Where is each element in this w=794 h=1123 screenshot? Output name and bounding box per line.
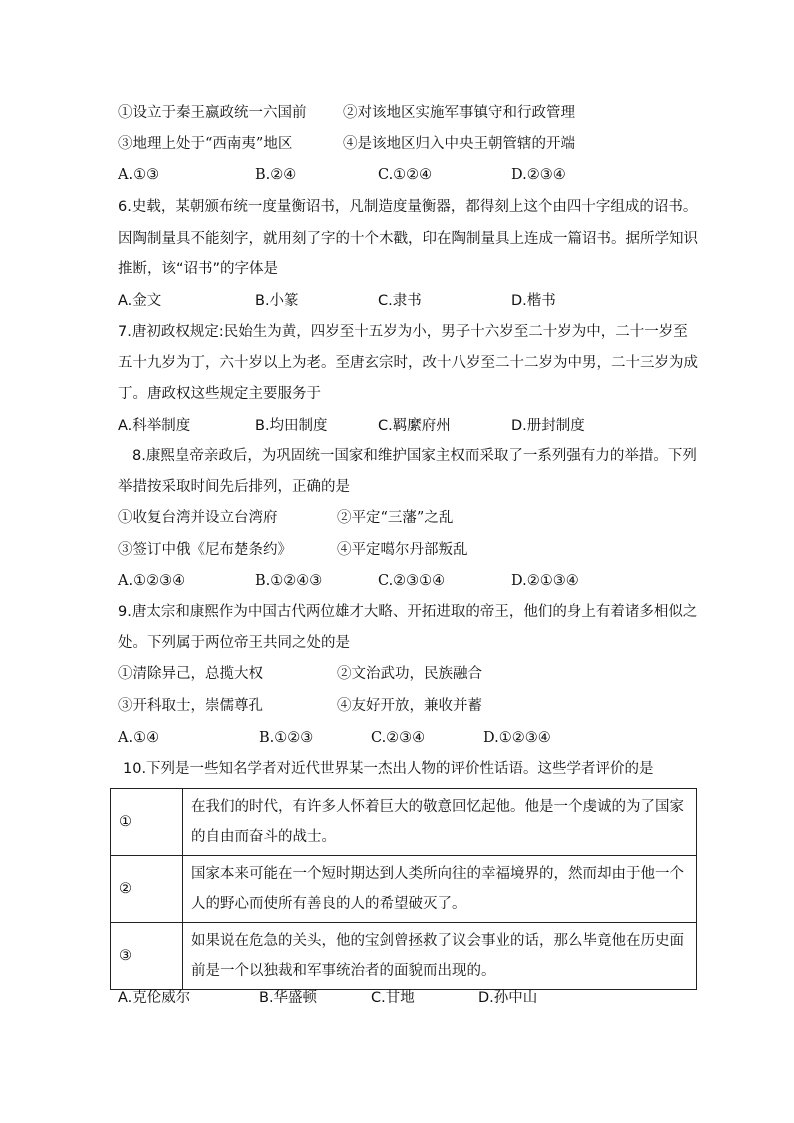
q8-statement-3: ③签订中俄《尼布楚条约》 (118, 542, 292, 558)
q6-stem-line-3: 推断，该“诏书”的字体是 (118, 261, 279, 277)
q9-statement-4: ④友好开放，兼收并蓄 (337, 698, 482, 714)
q8-option-a: A.①②③④ (118, 573, 186, 589)
q10-option-a: A.克伦威尔 (118, 990, 191, 1006)
q7-option-a: A.科举制度 (118, 418, 191, 434)
q10-option-d: D.孙中山 (478, 990, 538, 1006)
q8-stem-line-2: 举措按采取时间先后排列，正确的是 (118, 479, 350, 495)
table-row (111, 789, 697, 856)
q9-option-d: D.①②③④ (483, 730, 551, 746)
q5-statement-2: ②对该地区实施军事镇守和行政管理 (343, 105, 575, 121)
q9-option-a: A.①④ (118, 730, 160, 746)
q7-option-c: C.羁縻府州 (378, 418, 451, 434)
q6-option-a: A.金文 (118, 293, 162, 309)
q6-option-b: B.小篆 (255, 293, 299, 309)
q8-statement-1: ①收复台湾并设立台湾府 (118, 510, 278, 526)
q6-stem-line-2: 因陶制量具不能刻字，就用刻了字的十个木戳，印在陶制量具上连成一篇诏书。据所学知识 (118, 231, 698, 247)
q5-statement-1: ①设立于秦王嬴政统一六国前 (118, 105, 307, 121)
q7-stem-line-1: 7.唐初政权规定:民始生为黄，四岁至十五岁为小，男子十六岁至二十岁为中，二十一岁至 (118, 324, 688, 340)
q6-option-d: D.楷书 (511, 293, 556, 309)
q9-statement-3: ③开科取士，崇儒尊孔 (118, 698, 263, 714)
q9-option-c: C.②③④ (371, 730, 426, 746)
quote-text: 在我们的时代，有许多人怀着巨大的敬意回忆起他。他是一个虔诚的为了国家的自由而奋斗的战士。 (183, 789, 697, 856)
quote-number: ③ (111, 923, 183, 990)
q9-statement-2: ②文治武功，民族融合 (337, 666, 482, 682)
q8-option-c: C.②③①④ (378, 573, 446, 589)
quote-text: 国家本来可能在一个短时期达到人类所向往的幸福境界的，然而却由于他一个人的野心而使所有善良的人的希望破灭了。 (183, 856, 697, 923)
quote-number: ① (111, 789, 183, 856)
q8-statement-4: ④平定噶尔丹部叛乱 (337, 542, 468, 558)
q9-stem-line-1: 9.唐太宗和康熙作为中国古代两位雄才大略、开拓进取的帝王，他们的身上有着诸多相似之 (118, 604, 698, 620)
q8-option-b: B.①②④③ (255, 573, 323, 589)
q5-option-b: B.②④ (255, 167, 297, 183)
q10-option-c: C.甘地 (371, 990, 415, 1006)
q9-statement-1: ①清除异己，总揽大权 (118, 666, 263, 682)
q5-option-a: A.①③ (118, 167, 160, 183)
q9-option-b: B.①②③ (259, 730, 314, 746)
q5-option-c: C.①②④ (378, 167, 433, 183)
q10-option-b: B.华盛顿 (259, 990, 318, 1006)
quote-text: 如果说在危急的关头，他的宝剑曾拯救了议会事业的话，那么毕竟他在历史面前是一个以独裁和军事统治者的面貌而出现的。 (183, 923, 697, 990)
q5-option-d: D.②③④ (511, 167, 566, 183)
q6-option-c: C.隶书 (378, 293, 422, 309)
table-row (111, 923, 697, 990)
q10-stem-line-1: 10.下列是一些知名学者对近代世界某一杰出人物的评价性话语。这些学者评价的是 (123, 761, 654, 777)
q7-stem-line-3: 丁。唐政权这些规定主要服务于 (118, 386, 321, 402)
q7-option-d: D.册封制度 (511, 418, 585, 434)
q5-statement-4: ④是该地区归入中央王朝管辖的开端 (343, 136, 575, 152)
q5-statement-3: ③地理上处于“西南夷”地区 (118, 136, 293, 152)
quote-number: ② (111, 856, 183, 923)
q7-stem-line-2: 五十九岁为丁，六十岁以上为老。至唐玄宗时，改十八岁至二十二岁为中男，二十三岁为成 (118, 355, 698, 371)
table-row (111, 856, 697, 923)
q8-stem-line-1: 8.康熙皇帝亲政后，为巩固统一国家和维护国家主权而采取了一系列强有力的举措。下列 (132, 448, 697, 464)
q10-quote-table (110, 788, 697, 990)
q6-stem-line-1: 6.史载，某朝颁布统一度量衡诏书，凡制造度量衡器，都得刻上这个由四十字组成的诏书。 (118, 199, 698, 215)
q8-option-d: D.②①③④ (511, 573, 579, 589)
q8-statement-2: ②平定“三藩”之乱 (337, 510, 454, 526)
q9-stem-line-2: 处。下列属于两位帝王共同之处的是 (118, 635, 350, 651)
q7-option-b: B.均田制度 (255, 418, 328, 434)
